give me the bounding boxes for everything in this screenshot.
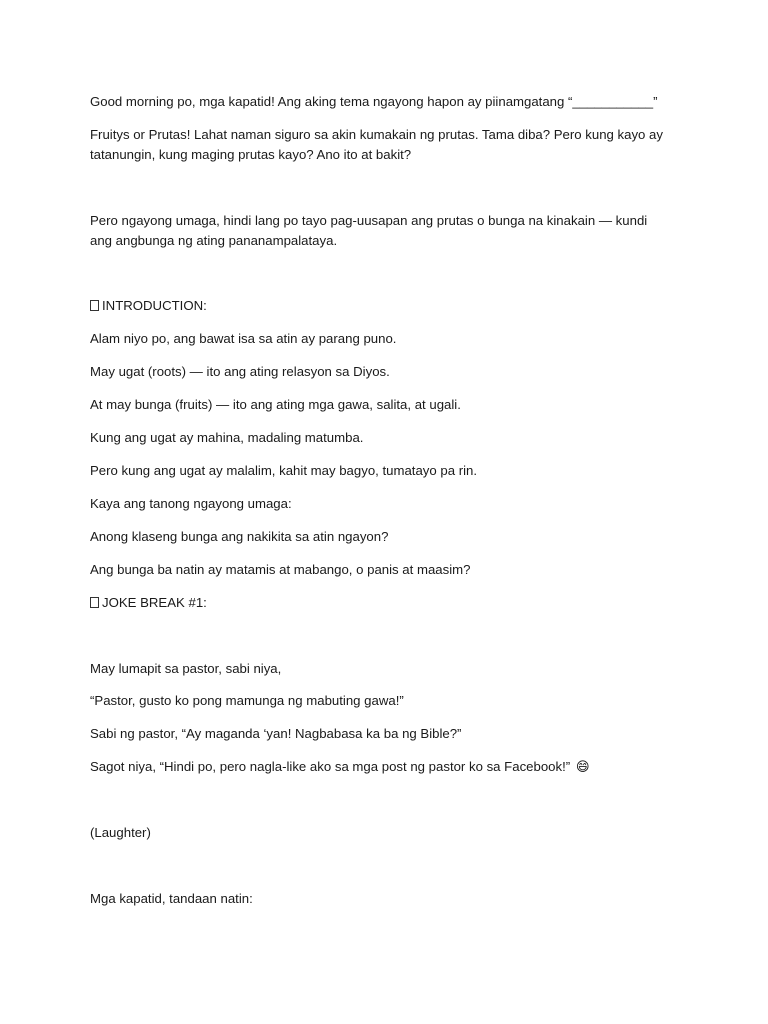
body-line: “Pastor, gusto ko pong mamunga ng mabuting gawa!”: [90, 693, 404, 708]
closing-line: Mga kapatid, tandaan natin:: [90, 891, 253, 906]
introduction-heading-text: INTRODUCTION:: [102, 298, 207, 313]
laughter-line: (Laughter): [90, 825, 151, 840]
body-line: May ugat (roots) — ito ang ating relasyon sa Diyos.: [90, 364, 390, 379]
missing-glyph-icon: [90, 300, 99, 311]
body-line: Pero kung ang ugat ay malalim, kahit may bagyo, tumatayo pa rin.: [90, 463, 478, 478]
smile-emoji-icon: 😄: [575, 759, 590, 774]
joke-break-heading: [90, 593, 670, 613]
body-line: Kaya ang tanong ngayong umaga:: [90, 496, 292, 511]
body-line: Ang bunga ba natin ay matamis at mabango, o panis at maasim?: [90, 562, 471, 577]
introduction-heading: [90, 296, 670, 316]
faith-paragraph: Pero ngayong umaga, hindi lang po tayo pag-uusapan ang prutas o bunga na kinakain — kundi ang angbunga ng ating pananampalataya.: [90, 213, 648, 248]
body-line: Anong klaseng bunga ang nakikita sa atin ngayon?: [90, 529, 389, 544]
body-line: Sabi ng pastor, “Ay maganda ‘yan! Nagbabasa ka ba ng Bible?”: [90, 726, 462, 741]
punchline-text: Sagot niya, “Hindi po, pero nagla-like ako sa mga post ng pastor ko sa Facebook!”: [90, 759, 571, 774]
body-line: Alam niyo po, ang bawat isa sa atin ay parang puno.: [90, 331, 397, 346]
body-line: May lumapit sa pastor, sabi niya,: [90, 661, 282, 676]
greeting-paragraph: Good morning po, mga kapatid! Ang aking tema ngayong hapon ay piinamgatang “___________”: [90, 94, 658, 109]
missing-glyph-icon: [90, 597, 99, 608]
body-line: At may bunga (fruits) — ito ang ating mga gawa, salita, at ugali.: [90, 397, 461, 412]
fruits-paragraph: Fruitys or Prutas! Lahat naman siguro sa akin kumakain ng prutas. Tama diba? Pero kung kayo ay tatanungin, kung maging prutas kayo? Ano ito at bakit?: [90, 127, 663, 162]
joke-break-heading-text: JOKE BREAK #1:: [102, 595, 207, 610]
punchline-line: [90, 757, 670, 777]
body-line: Kung ang ugat ay mahina, madaling matumba.: [90, 430, 364, 445]
